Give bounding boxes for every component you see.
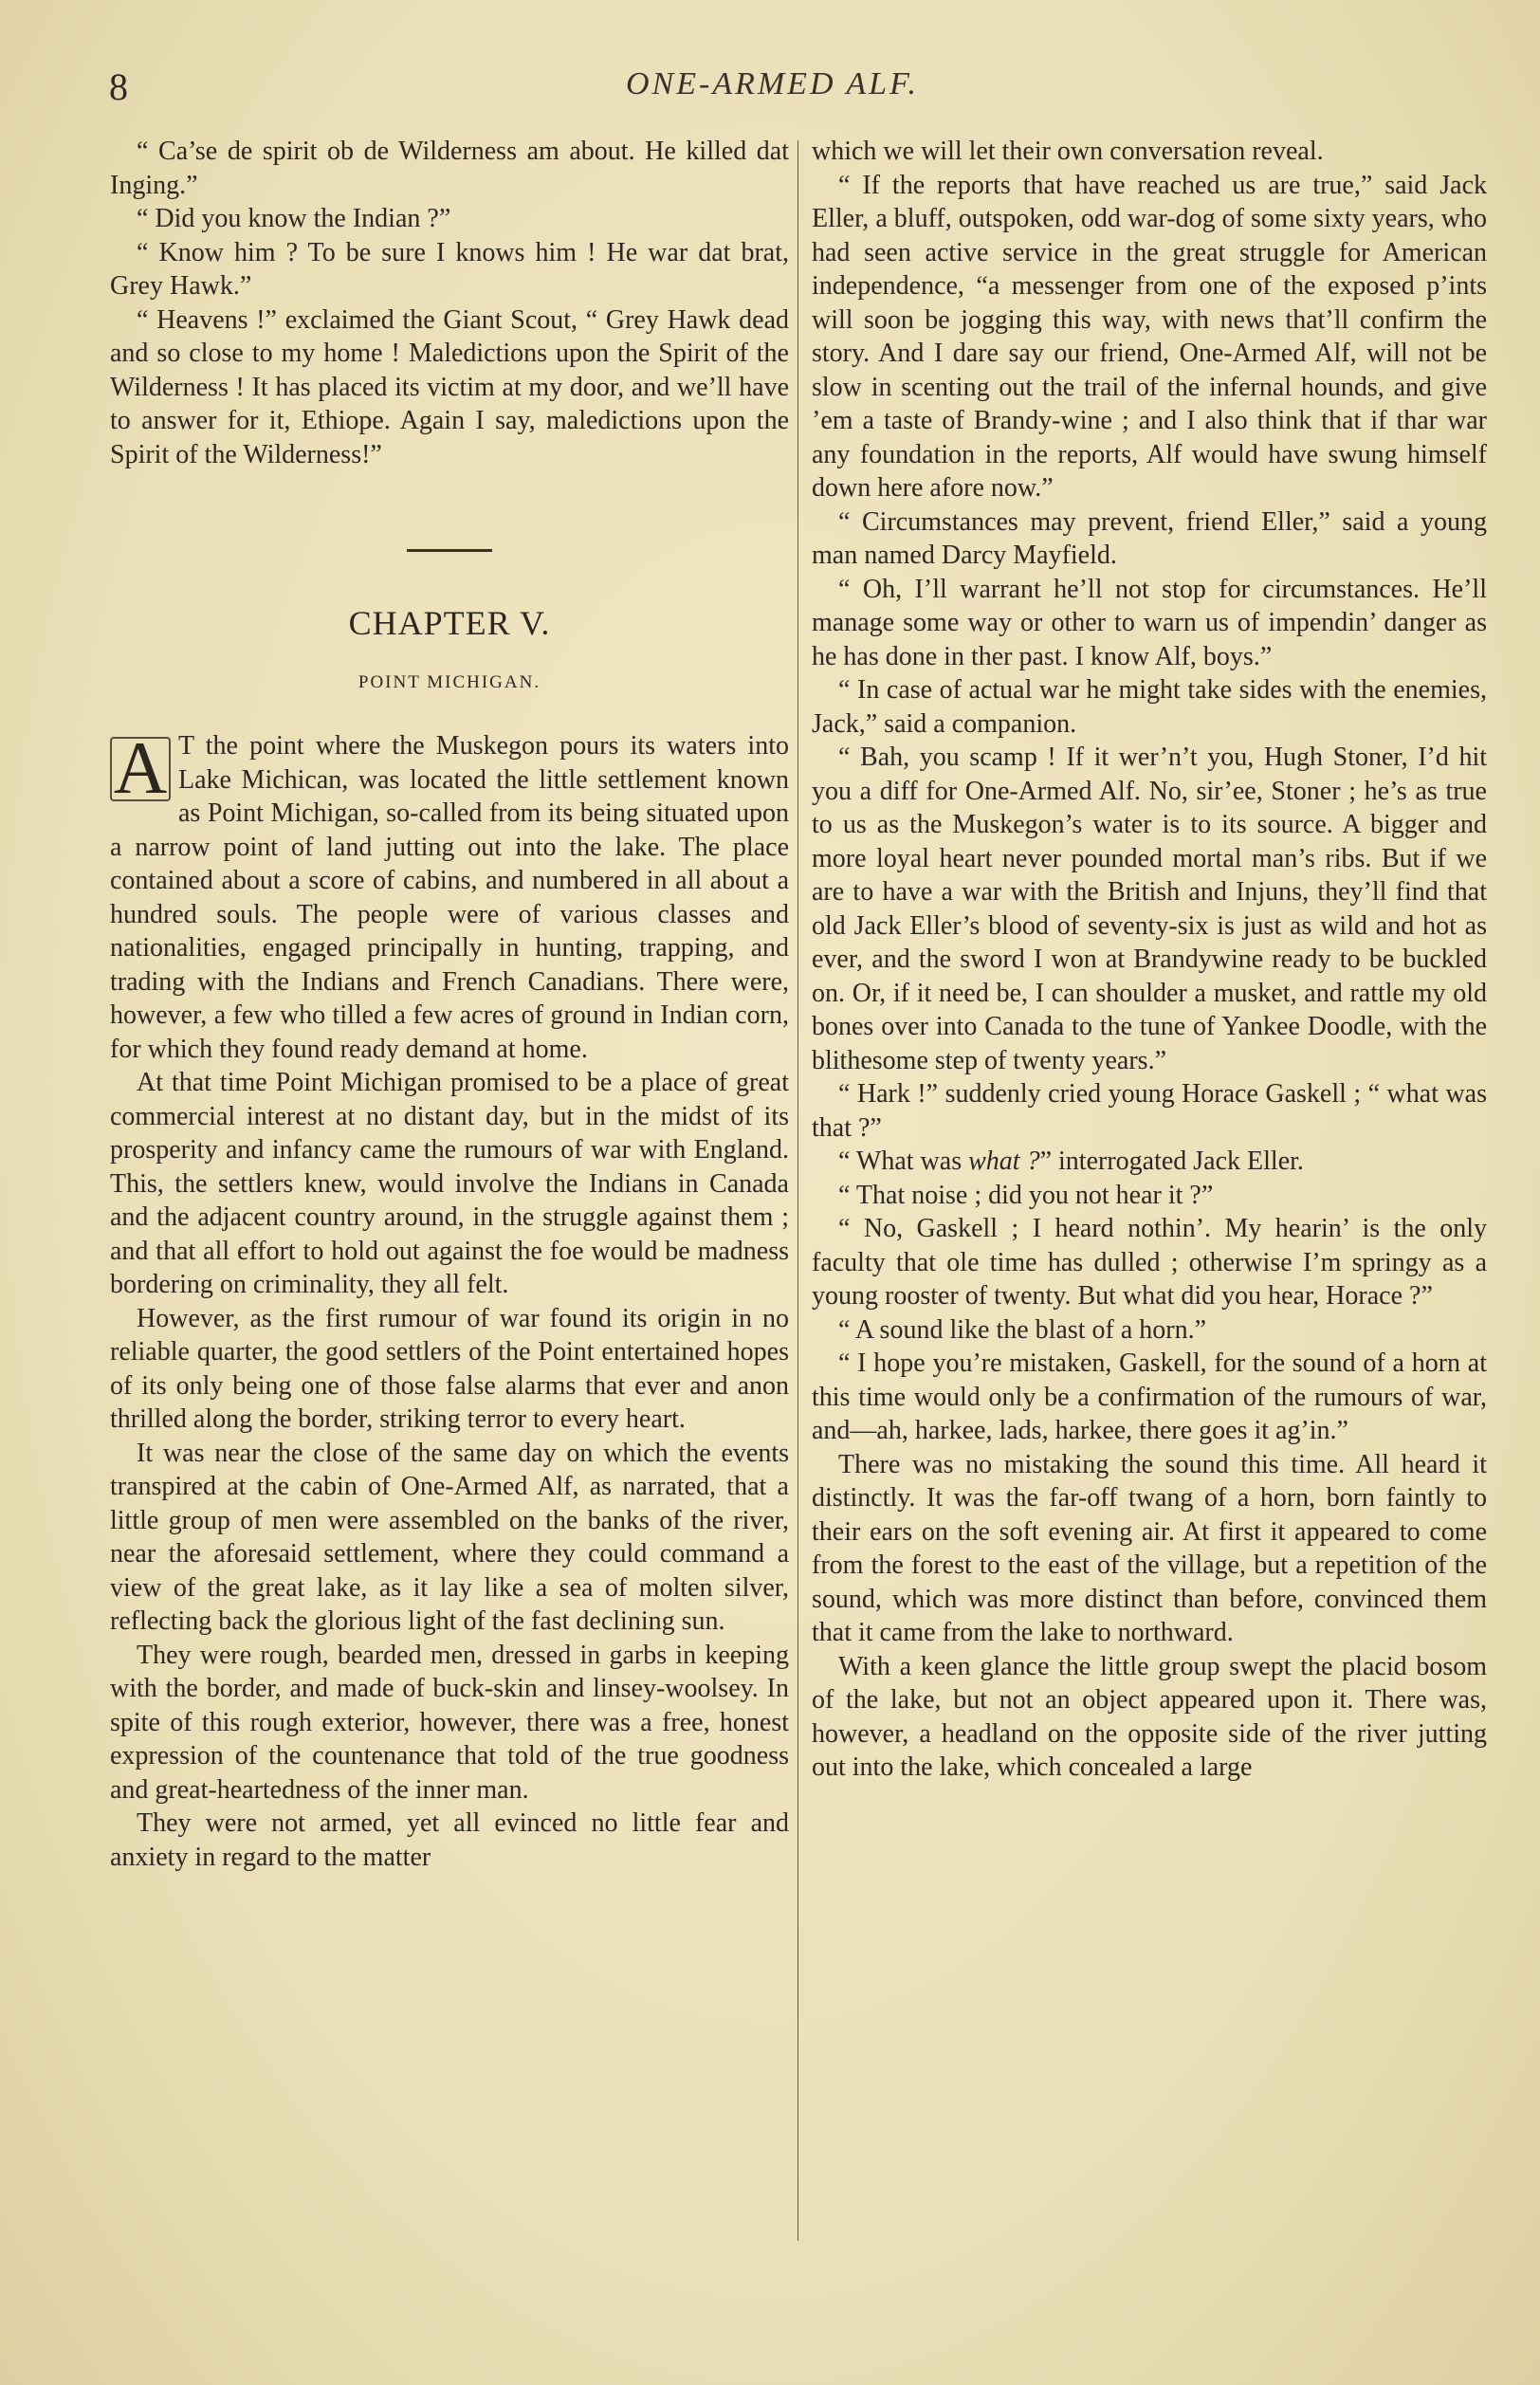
dropcap-letter: A <box>110 737 171 801</box>
paragraph: “ I hope you’re mistaken, Gaskell, for the sound of a horn at this time would only be a confirmation of the rumours of war, and—ah, harkee, lads, harkee, there goes it ag’in.” <box>812 1348 1487 1445</box>
paragraph: “ Heavens !” exclaimed the Giant Scout, “ Grey Hawk dead and so close to my home ! Maledictions upon the Spirit of the Wilderness ! It has placed its victim at my door, and we’ll have to answer for it, Ethiope. Again I say, maledictions upon the Spirit of the Wilderness!” <box>110 304 789 469</box>
paragraph <box>812 1145 1487 1179</box>
paragraph: “ Bah, you scamp ! If it wer’n’t you, Hugh Stoner, I’d hit you a diff for One-Armed Alf. No, sir’ee, Stoner ; he’s as true to us as the Muskegon’s water is to its source. A bigger and more loyal heart never pounded mortal man’s ribs. But if we are to have a war with the British and Injuns, they’ll find that old Jack Eller’s blood of seventy-six is just as wild and hot as ever, and the sword I won at Brandywine ready to be buckled on. Or, if it need be, I can shoulder a musket, and rattle my old bones over into Canada to the tune of Yankee Doodle, with the blithesome step of twenty years.” <box>812 743 1487 1075</box>
paragraph: “ Did you know the Indian ?” <box>137 204 451 233</box>
paragraph: “ Circumstances may prevent, friend Eller,” said a young man named Darcy Mayfield. <box>812 506 1487 570</box>
paragraph: It was near the close of the same day on which the events transpired at the cabin of One-Armed Alf, as narrated, that a little group of men were assembled on the banks of the river, near the aforesaid settlement, where they could command a view of the great lake, as it lay like a sea of molten silver, reflecting back the glorious light of the fast declining sun. <box>110 1438 789 1636</box>
left-column <box>110 135 789 2245</box>
quote-text: ” interrogated Jack Eller. <box>1039 1147 1304 1176</box>
paragraph: “ Hark !” suddenly cried young Horace Gaskell ; “ what was that ?” <box>812 1079 1487 1143</box>
paragraph: “ No, Gaskell ; I heard nothin’. My hearin’ is the only faculty that ole time has dulled ; otherwise I’m springy as a young rooster of twenty. But what did you hear, Horace ?” <box>812 1214 1487 1311</box>
paragraph: They were not armed, yet all evinced no little fear and anxiety in regard to the matter <box>110 1808 789 1872</box>
chapter-subtitle: POINT MICHIGAN. <box>358 671 541 692</box>
paragraph: “ That noise ; did you not hear it ?” <box>838 1180 1214 1210</box>
paragraph: With a keen glance the little group swept the placid bosom of the lake, but not an object appeared upon it. There was, however, a headland on the opposite side of the river jutting out into the lake, which concealed a large <box>812 1651 1487 1782</box>
page-header <box>109 64 1464 121</box>
chapter-first-paragraph <box>110 726 789 1066</box>
quote-text: “ What was <box>838 1147 969 1176</box>
paragraph: They were rough, bearded men, dressed in garbs in keeping with the border, and made of buck-skin and linsey-woolsey. In spite of this rough exterior, however, there was a free, honest expression of the countenance that told of the true goodness and great-heartedness of the inner man. <box>110 1640 789 1805</box>
section-divider-rule <box>407 549 492 552</box>
paragraph: “ If the reports that have reached us are true,” said Jack Eller, a bluff, outspoken, odd war-dog of some sixty years, who had seen active service in the great struggle for American independence, “a messenger from one of the exposed p’ints will soon be jogging this way, with news that’ll confirm the story. And I dare say our friend, One-Armed Alf, will not be slow in scenting out the trail of the infernal hounds, and give ’em a taste of Brandy-wine ; and I also think that if thar war any foundation in the reports, Alf would have swung himself down here afore now.” <box>812 170 1487 503</box>
right-column <box>812 135 1487 2245</box>
italic-word: what ? <box>968 1147 1040 1176</box>
paragraph: “ Ca’se de spirit ob de Wilderness am about. He killed dat Inging.” <box>110 137 789 200</box>
running-title: ONE-ARMED ALF. <box>626 66 919 101</box>
paragraph: “ Know him ? To be sure I knows him ! He war dat brat, Grey Hawk.” <box>110 237 789 301</box>
paragraph: “ A sound like the blast of a horn.” <box>838 1314 1207 1345</box>
page-number: 8 <box>109 65 128 108</box>
paragraph: However, as the first rumour of war found its origin in no reliable quarter, the good settlers of the Point entertained hopes of its only being one of those false alarms that ever and anon thrilled along the border, striking terror to every heart. <box>110 1303 789 1434</box>
paragraph: There was no mistaking the sound this time. All heard it distinctly. It was the far-off twang of a horn, born faintly to their ears on the soft evening air. At first it appeared to come from the forest to the east of the village, but a repetition of the sound, which was more distinct than before, convinced them that it came from the lake to northward. <box>812 1449 1487 1647</box>
paragraph: “ Oh, I’ll warrant he’ll not stop for circumstances. He’ll manage some way or other to warn us of impendin’ danger as he has done in ther past. I know Alf, boys.” <box>812 574 1487 671</box>
paragraph: At that time Point Michigan promised to be a place of great commercial interest at no distant day, but in the midst of its prosperity and infancy came the rumours of war with England. This, the settlers knew, would involve the Indians in Canada and the adjacent country around, in the struggle against them ; and that all effort to hold out against the foe would be madness bordering on criminality, they all felt. <box>110 1068 789 1299</box>
paragraph-continuation: which we will let their own conversation reveal. <box>812 137 1324 166</box>
chapter-title: CHAPTER V. <box>348 604 551 642</box>
first-paragraph-text: T the point where the Muskegon pours its waters into Lake Michican, was located the little settlement known as Point Michigan, so-called from its being situated upon a narrow point of land jutting out into the lake. The place contained about a score of cabins, and numbered in all about a hundred souls. The people were of various classes and nationalities, engaged principally in hunting, trapping, and trading with the Indians and French Canadians. There were, however, a few who tilled a few acres of ground in Indian corn, for which they found ready demand at home. <box>110 731 789 1064</box>
paragraph: “ In case of actual war he might take sides with the enemies, Jack,” said a companion. <box>812 675 1487 739</box>
